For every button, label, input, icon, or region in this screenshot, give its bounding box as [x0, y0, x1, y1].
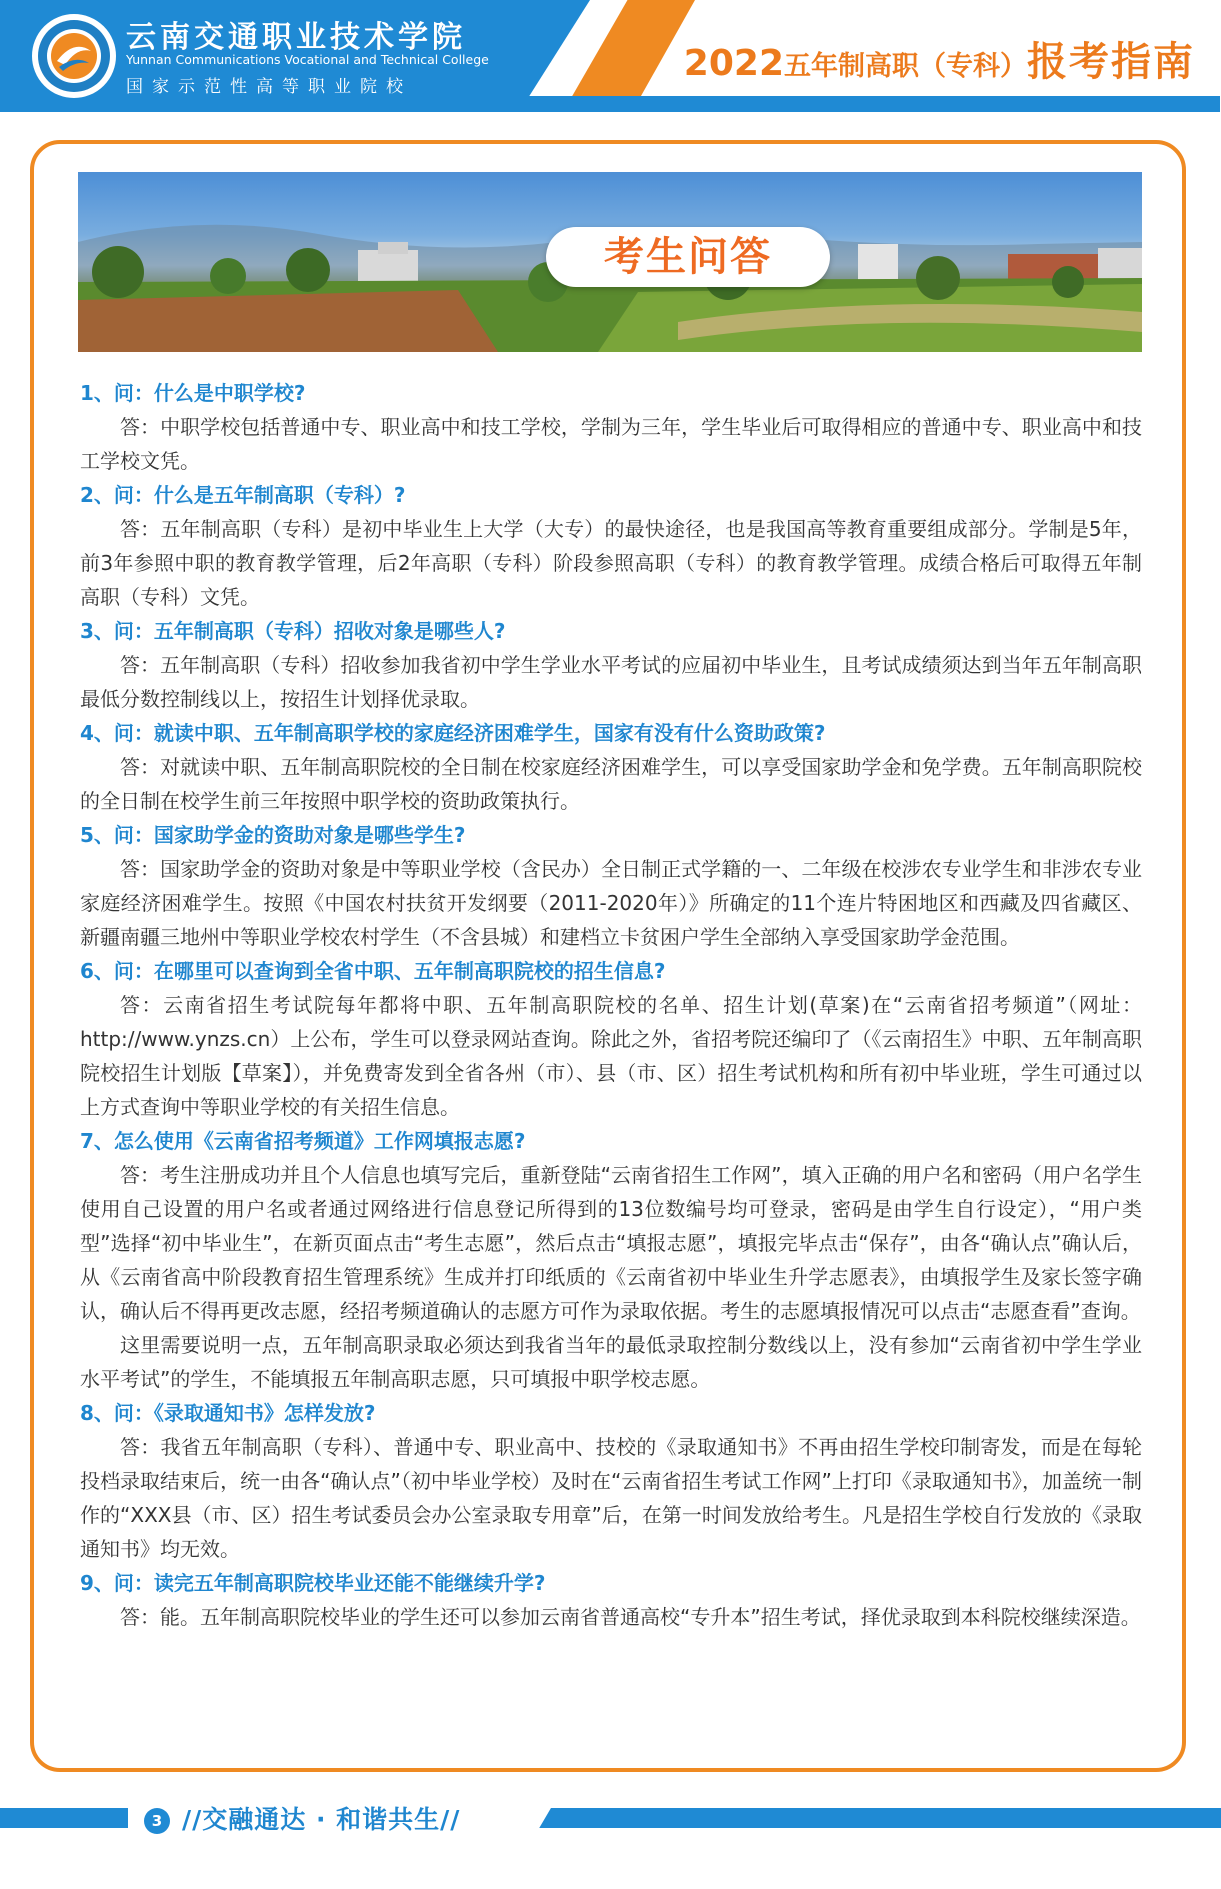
banner-title: 考生问答 [604, 234, 772, 280]
question-8: 8、问：《录取通知书》怎样发放? [80, 1401, 376, 1425]
question-3: 3、问：五年制高职（专科）招收对象是哪些人? [80, 619, 506, 643]
answer-4: 答：对就读中职、五年制高职院校的全日制在校家庭经济困难学生，可以享受国家助学金和免学费。五年制高职院校的全日制在校学生前三年按照中职学校的资助政策执行。 [80, 755, 1142, 813]
guide-title [684, 30, 1195, 87]
question-6: 6、问：在哪里可以查询到全省中职、五年制高职院校的招生信息? [80, 959, 666, 983]
footer-slogan: //交融通达 · 和谐共生// [182, 1805, 461, 1834]
answer-9: 答：能。五年制高职院校毕业的学生还可以参加云南省普通高校“专升本”招生考试，择优录取到本科院校继续深造。 [120, 1605, 1141, 1629]
guide-year: 2022 [683, 43, 784, 84]
answer-7-note: 这里需要说明一点，五年制高职录取必须达到我省当年的最低录取控制分数线以上，没有参加“云南省初中学生学业水平考试”的学生，不能填报五年制高职志愿，只可填报中职学校志愿。 [80, 1333, 1142, 1391]
answer-1: 答：中职学校包括普通中专、职业高中和技工学校，学制为三年，学生毕业后可取得相应的普通中专、职业高中和技工学校文凭。 [80, 415, 1142, 473]
question-2: 2、问：什么是五年制高职（专科）? [80, 483, 406, 507]
answer-2: 答：五年制高职（专科）是初中毕业生上大学（大专）的最快途径，也是我国高等教育重要组成部分。学制是5年，前3年参照中职的教育教学管理，后2年高职（专科）阶段参照高职（专科）的教育教学管理。成绩合格后可取得五年制高职（专科）文凭。 [80, 517, 1142, 609]
school-name-en: Yunnan Communications Vocational and Technical College [126, 52, 489, 67]
qa-list [80, 376, 1142, 1634]
question-7: 7、怎么使用《云南省招考频道》工作网填报志愿? [80, 1129, 526, 1153]
guide-tail: 报考指南 [1027, 39, 1195, 85]
guide-mid: 五年制高职（专科） [784, 51, 1027, 82]
answer-7: 答：考生注册成功并且个人信息也填写完后，重新登陆“云南省招生工作网”，填入正确的用户名和密码（用户名学生使用自己设置的用户名或者通过网络进行信息登记所得到的13位数编号均可登录，密码是由学生自行设定），“用户类型”选择“初中毕业生”，在新页面点击“考生志愿”，然后点击“填报志愿”，填报完毕点击“保存”，由各“确认点”确认后，从《云南省高中阶段教育招生管理系统》生成并打印纸质的《云南省初中毕业生升学志愿表》，由填报学生及家长签字确认，确认后不得再更改志愿，经招考频道确认的志愿方可作为录取依据。考生的志愿填报情况可以点击“志愿查看”查询。 [80, 1163, 1142, 1323]
page-number: 3 [144, 1808, 170, 1834]
answer-5: 答：国家助学金的资助对象是中等职业学校（含民办）全日制正式学籍的一、二年级在校涉农专业学生和非涉农专业家庭经济困难学生。按照《中国农村扶贫开发纲要（2011-2020年）》所确定的11个连片特困地区和西藏及四省藏区、新疆南疆三地州中等职业学校农村学生（不含县城）和建档立卡贫困户学生全部纳入享受国家助学金范围。 [80, 857, 1142, 949]
question-9: 9、问：读完五年制高职院校毕业还能不能继续升学? [80, 1571, 546, 1595]
school-logo-icon [32, 14, 116, 98]
answer-3: 答：五年制高职（专科）招收参加我省初中学生学业水平考试的应届初中毕业生，且考试成绩须达到当年五年制高职最低分数控制线以上，按招生计划择优录取。 [80, 653, 1142, 711]
school-motto: 国家示范性高等职业院校 [126, 77, 412, 97]
header-bottom-line [430, 96, 1220, 112]
question-4: 4、问：就读中职、五年制高职学校的家庭经济困难学生，国家有没有什么资助政策? [80, 721, 826, 745]
answer-8: 答：我省五年制高职（专科）、普通中专、职业高中、技校的《录取通知书》不再由招生学校印制寄发，而是在每轮投档录取结束后，统一由各“确认点”（初中毕业学校）及时在“云南省招生考试工作网”上打印《录取通知书》，加盖统一制作的“XXX县（市、区）招生考试委员会办公室录取专用章”后，在第一时间发放给考生。凡是招生学校自行发放的《录取通知书》均无效。 [80, 1435, 1142, 1561]
question-5: 5、问：国家助学金的资助对象是哪些学生? [80, 823, 466, 847]
campus-banner-image [78, 172, 1142, 352]
school-name-cn: 云南交通职业技术学院 [126, 20, 466, 55]
question-1: 1、问：什么是中职学校? [80, 381, 306, 405]
answer-6: 答：云南省招生考试院每年都将中职、五年制高职院校的名单、招生计划(草案)在“云南省招考频道”（网址：http://www.ynzs.cn）上公布，学生可以登录网站查询。除此之外，省招考院还编印了（《云南招生》中职、五年制高职院校招生计划版【草案】），并免费寄发到全省各州（市）、县（市、区）招生考试机构和所有初中毕业班，学生可通过以上方式查询中等职业学校的有关招生信息。 [80, 993, 1142, 1119]
